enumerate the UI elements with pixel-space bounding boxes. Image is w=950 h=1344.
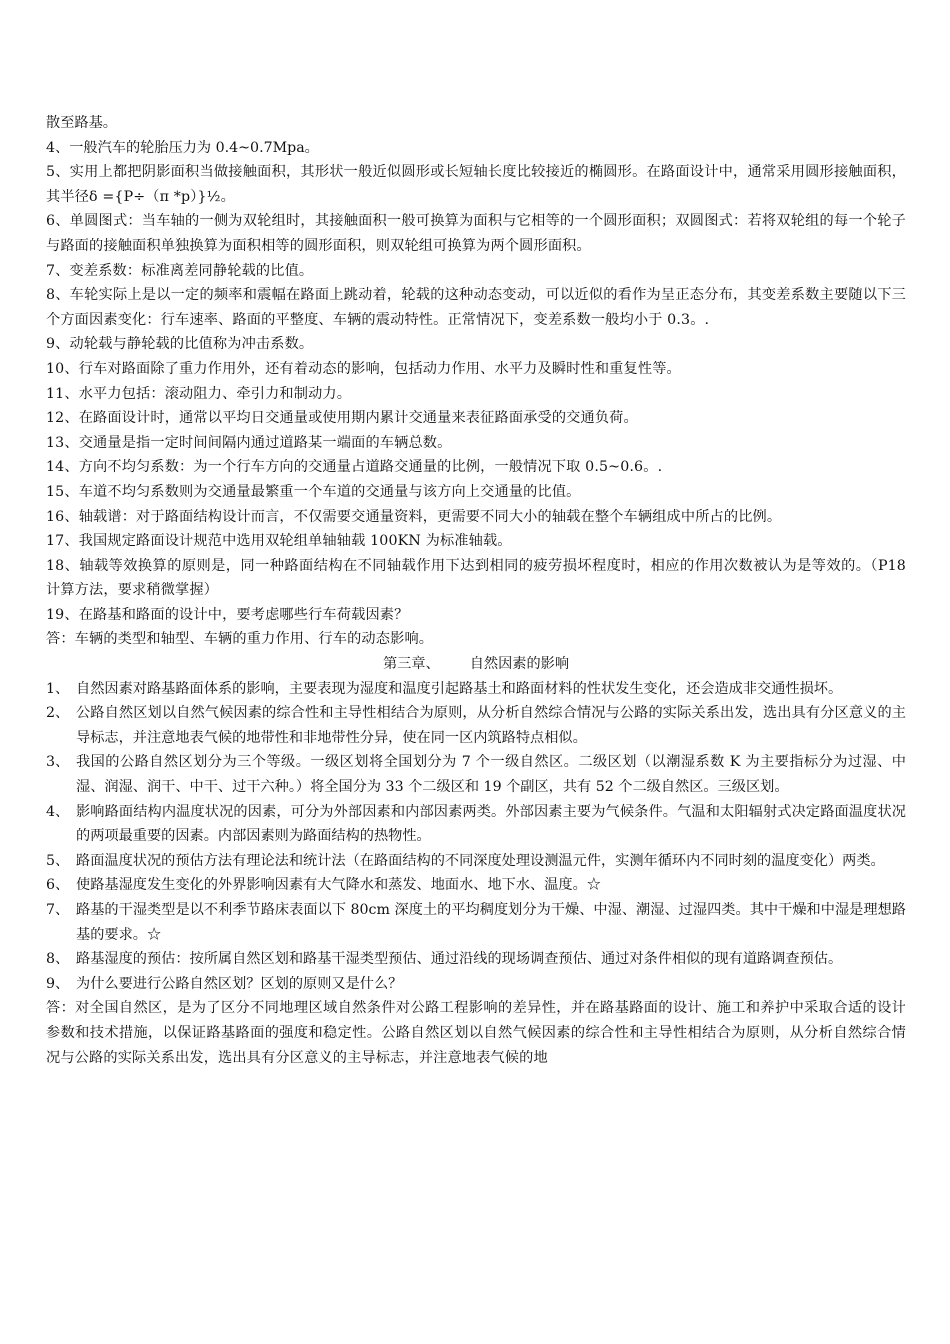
list-text: 路基的干湿类型是以不利季节路床表面以下 80cm 深度土的平均稠度划分为干燥、中湿、潮湿、过湿四类。其中干燥和中湿是理想路基的要求。☆: [76, 902, 906, 943]
paragraph: 13、交通量是指一定时间间隔内通过道路某一端面的车辆总数。: [46, 434, 452, 451]
list-number: 3、: [46, 754, 70, 771]
list-number: 1、: [46, 680, 70, 697]
paragraph: 10、行车对路面除了重力作用外，还有着动态的影响，包括动力作用、水平力及瞬时性和重复性等。: [46, 360, 681, 377]
list-text: 我国的公路自然区划分为三个等级。一级区划将全国划分为 7 个一级自然区。二级区划（以潮湿系数 K 为主要指标分为过湿、中湿、润湿、润干、中干、过干六种。）将全国分为 33 个二级区和 19 个副区，共有 52 个二级自然区。三级区划。: [76, 754, 906, 796]
paragraph: 6、单圆图式：当车轴的一侧为双轮组时，其接触面积一般可换算为面积与它相等的一个圆形面积；双圆图式：若将双轮组的每一个轮子与路面的接触面积单独换算为面积相等的圆形面积，则双轮组可换算为两个圆形面积。: [46, 213, 906, 254]
list-number: 9、: [46, 975, 70, 992]
text-line: 4、一般汽车的轮胎压力为 0.4~0.7Mpa。: [46, 139, 319, 156]
chapter-number: 第三章、: [382, 656, 440, 673]
chapter-title: 自然因素的影响: [469, 656, 570, 673]
paragraph: 15、车道不均匀系数则为交通量最繁重一个车道的交通量与该方向上交通量的比值。: [46, 483, 581, 500]
paragraph: 16、轴载谱：对于路面结构设计而言，不仅需要交通量资料，更需要不同大小的轴载在整个车辆组成中所占的比例。: [46, 508, 782, 525]
list-text: 路基湿度的预估：按所属自然区划和路基干湿类型预估、通过沿线的现场调查预估、通过对条件相似的现有道路调查预估。: [76, 951, 843, 968]
paragraph: 18、轴载等效换算的原则是，同一种路面结构在不同轴载作用下达到相同的疲劳损坏程度时，相应的作用次数被认为是等效的。（P18 计算方法，要求稍微掌握）: [46, 557, 906, 599]
list-number: 7、: [46, 902, 70, 918]
list-item: [46, 873, 906, 898]
answer-paragraph: 答：对全国自然区，是为了区分不同地理区域自然条件对公路工程影响的差异性，并在路基路面的设计、施工和养护中采取合适的设计参数和技术措施，以保证路基路面的强度和稳定性。公路自然区划以自然气候因素的综合性和主导性相结合为原则，从分析自然综合情况与公路的实际关系出发，选出具有分区意义的主导标志，并注意地表气候的地: [46, 1000, 906, 1066]
list-number: 2、: [46, 705, 70, 722]
chapter-heading: [46, 652, 906, 677]
list-item: [46, 677, 906, 702]
list-number: 6、: [46, 877, 70, 894]
list-item: [46, 898, 906, 947]
list-number: 4、: [46, 803, 70, 820]
paragraph: 19、在路基和路面的设计中，要考虑哪些行车荷载因素？: [46, 606, 409, 623]
list-text: 影响路面结构内温度状况的因素，可分为外部因素和内部因素两类。外部因素主要为气候条件。气温和太阳辐射式决定路面温度状况的两项最重要的因素。内部因素则为路面结构的热物性。: [76, 803, 906, 845]
list-item: [46, 750, 906, 799]
paragraph: 12、在路面设计时，通常以平均日交通量或使用期内累计交通量来表征路面承受的交通负荷。: [46, 410, 638, 427]
list-text: 路面温度状况的预估方法有理论法和统计法（在路面结构的不同深度处理设测温元件，实测年循环内不同时刻的温度变化）两类。: [76, 852, 885, 869]
list-item: [46, 972, 906, 997]
list-text: 公路自然区划以自然气候因素的综合性和主导性相结合为原则，从分析自然综合情况与公路的实际关系出发，选出具有分区意义的主导标志，并注意地表气候的地带性和非地带性分异，使在同一区内筑路特点相似。: [76, 705, 906, 746]
paragraph: 11、水平力包括：滚动阻力、牵引力和制动力。: [46, 385, 352, 402]
text-line: 散至路基。: [46, 115, 117, 131]
answer-paragraph: 答：车辆的类型和轴型、车辆的重力作用、行车的动态影响。: [46, 631, 434, 648]
paragraph: 9、动轮载与静轮载的比值称为冲击系数。: [46, 336, 314, 353]
paragraph: 7、变差系数：标准离差同静轮载的比值。: [46, 262, 314, 279]
list-item: [46, 947, 906, 972]
list-item: [46, 849, 906, 874]
list-text: 使路基湿度发生变化的外界影响因素有大气降水和蒸发、地面水、地下水、温度。☆: [76, 877, 601, 894]
paragraph: 17、我国规定路面设计规范中选用双轮组单轴轴载 100KN 为标准轴载。: [46, 533, 512, 550]
paragraph: 5、实用上都把阴影面积当做接触面积，其形状一般近似圆形或长短轴长度比较接近的椭圆形。在路面设计中，通常采用圆形接触面积，其半径δ ={P÷（π *p）}½。: [46, 164, 906, 205]
paragraph: 14、方向不均匀系数：为一个行车方向的交通量占道路交通量的比例，一般情况下取 0.5~0.6。.: [46, 459, 663, 476]
list-item: [46, 800, 906, 849]
document-page: [46, 111, 906, 1070]
list-text: 自然因素对路基路面体系的影响，主要表现为湿度和温度引起路基土和路面材料的性状发生变化，还会造成非交通性损坏。: [76, 680, 843, 697]
paragraph: 8、车轮实际上是以一定的频率和震幅在路面上跳动着，轮载的这种动态变动，可以近似的看作为呈正态分布，其变差系数主要随以下三个方面因素变化：行车速率、路面的平整度、车辆的震动特性。正常情况下，变差系数一般均小于 0.3。.: [46, 287, 906, 328]
list-number: 5、: [46, 852, 70, 869]
list-text: 为什么要进行公路自然区划？区划的原则又是什么？: [76, 975, 403, 992]
list-item: [46, 701, 906, 750]
list-number: 8、: [46, 951, 70, 968]
